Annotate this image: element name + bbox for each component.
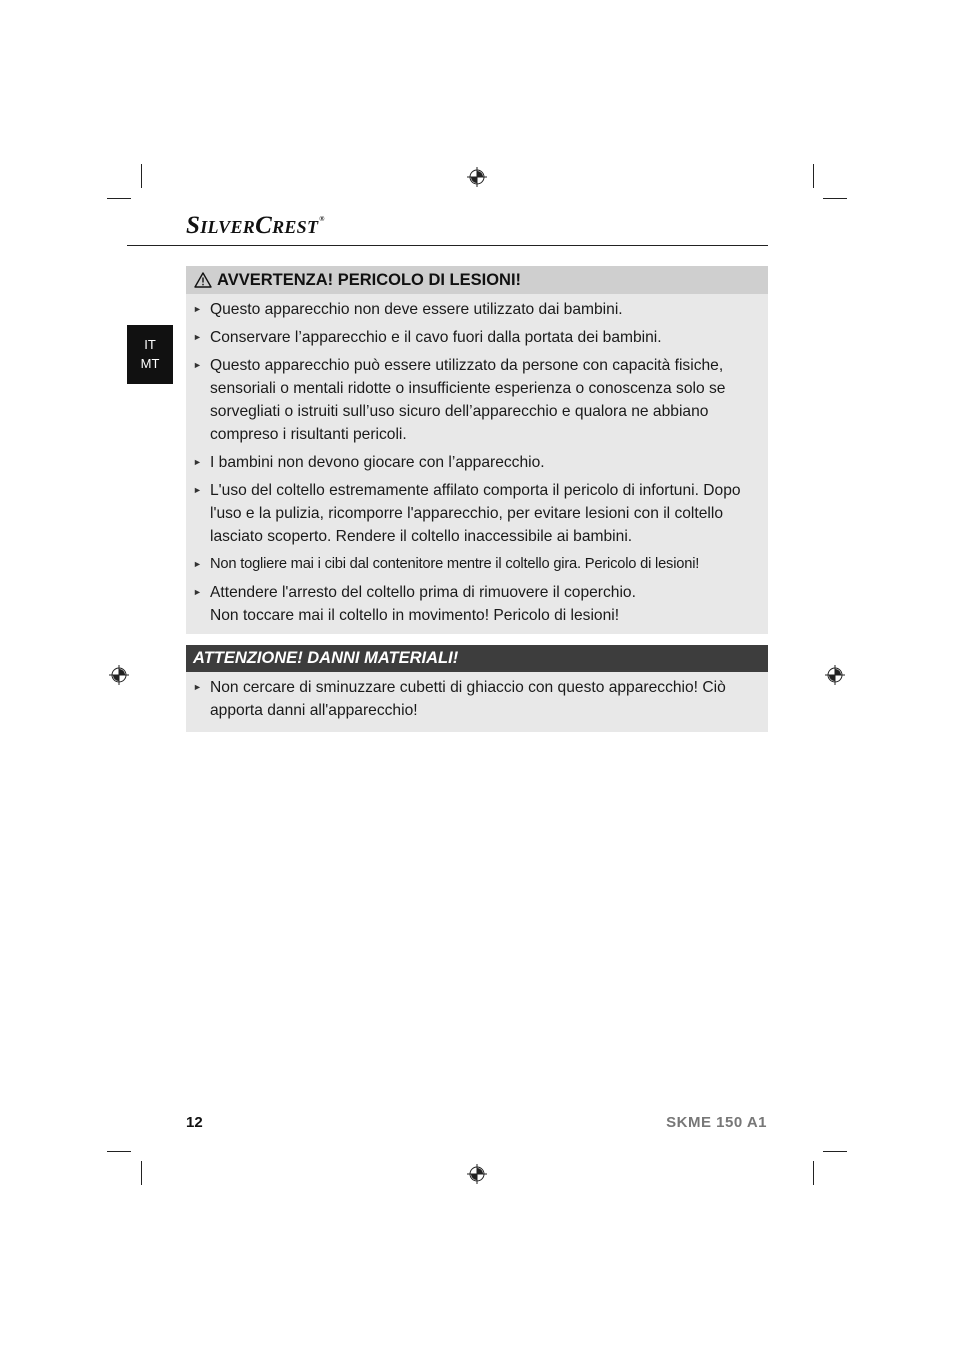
warning-triangle-icon bbox=[194, 272, 212, 288]
list-item: ► Non togliere mai i cibi dal contenitore mentre il coltello gira. Pericolo di lesioni! bbox=[192, 553, 760, 576]
triangle-right-icon: ► bbox=[193, 682, 202, 692]
caution-heading bbox=[186, 645, 768, 672]
page-number: 12 bbox=[186, 1114, 203, 1131]
crop-mark bbox=[107, 198, 131, 199]
triangle-right-icon: ► bbox=[193, 360, 202, 370]
crop-mark bbox=[823, 198, 847, 199]
crop-mark bbox=[823, 1151, 847, 1152]
crop-mark bbox=[141, 164, 142, 188]
warning-title: AVVERTENZA! PERICOLO DI LESIONI! bbox=[217, 270, 522, 289]
registration-mark-icon bbox=[467, 167, 487, 187]
triangle-right-icon: ► bbox=[193, 457, 202, 467]
caution-title: ATTENZIONE! DANNI MATERIALI! bbox=[193, 649, 459, 667]
caution-box bbox=[186, 645, 768, 732]
list-item: ► I bambini non devono giocare con l’apparecchio. bbox=[192, 451, 760, 474]
model-number: SKME 150 A1 bbox=[666, 1114, 767, 1131]
crop-mark bbox=[107, 1151, 131, 1152]
warning-box bbox=[186, 266, 768, 634]
warning-list bbox=[186, 294, 768, 627]
brand-logo: SILVERCREST® bbox=[186, 212, 325, 239]
list-item: ► Questo apparecchio può essere utilizzato da persone con capacità fisiche, sensoriali o mentali ridotte o insufficiente esperienza o conoscenza solo se sorvegliati o istruiti sull’uso sicuro dell’apparecchio e qualora ne abbiano compreso i risultanti pericoli. bbox=[192, 354, 760, 446]
list-item: ► Conservare l’apparecchio e il cavo fuori dalla portata dei bambini. bbox=[192, 326, 760, 349]
warning-heading bbox=[186, 266, 768, 294]
triangle-right-icon: ► bbox=[193, 304, 202, 314]
language-tab bbox=[127, 325, 173, 384]
language-code-mt: MT bbox=[140, 356, 160, 371]
list-item: ► Attendere l'arresto del coltello prima di rimuovere il coperchio. Non toccare mai il coltello in movimento! Pericolo di lesioni! bbox=[192, 581, 760, 627]
triangle-right-icon: ► bbox=[193, 485, 202, 495]
list-item: ► Questo apparecchio non deve essere utilizzato dai bambini. bbox=[192, 298, 760, 321]
header-divider bbox=[127, 245, 768, 246]
registration-mark-icon bbox=[109, 665, 129, 685]
language-code-it: IT bbox=[144, 337, 156, 352]
crop-mark bbox=[141, 1161, 142, 1185]
crop-mark bbox=[813, 1161, 814, 1185]
crop-mark bbox=[813, 164, 814, 188]
registration-mark-icon bbox=[825, 665, 845, 685]
list-item: ► L'uso del coltello estremamente affilato comporta il pericolo di infortuni. Dopo l'uso e la pulizia, ricomporre l'apparecchio, per evitare lesioni con il coltello lasciato scoperto. Rendere il coltello inaccessibile ai bambini. bbox=[192, 479, 760, 548]
caution-list bbox=[186, 672, 768, 722]
triangle-right-icon: ► bbox=[193, 559, 202, 569]
registration-mark-icon bbox=[467, 1164, 487, 1184]
triangle-right-icon: ► bbox=[193, 587, 202, 597]
triangle-right-icon: ► bbox=[193, 332, 202, 342]
list-item: ► Non cercare di sminuzzare cubetti di ghiaccio con questo apparecchio! Ciò apporta danni all'apparecchio! bbox=[192, 676, 760, 722]
